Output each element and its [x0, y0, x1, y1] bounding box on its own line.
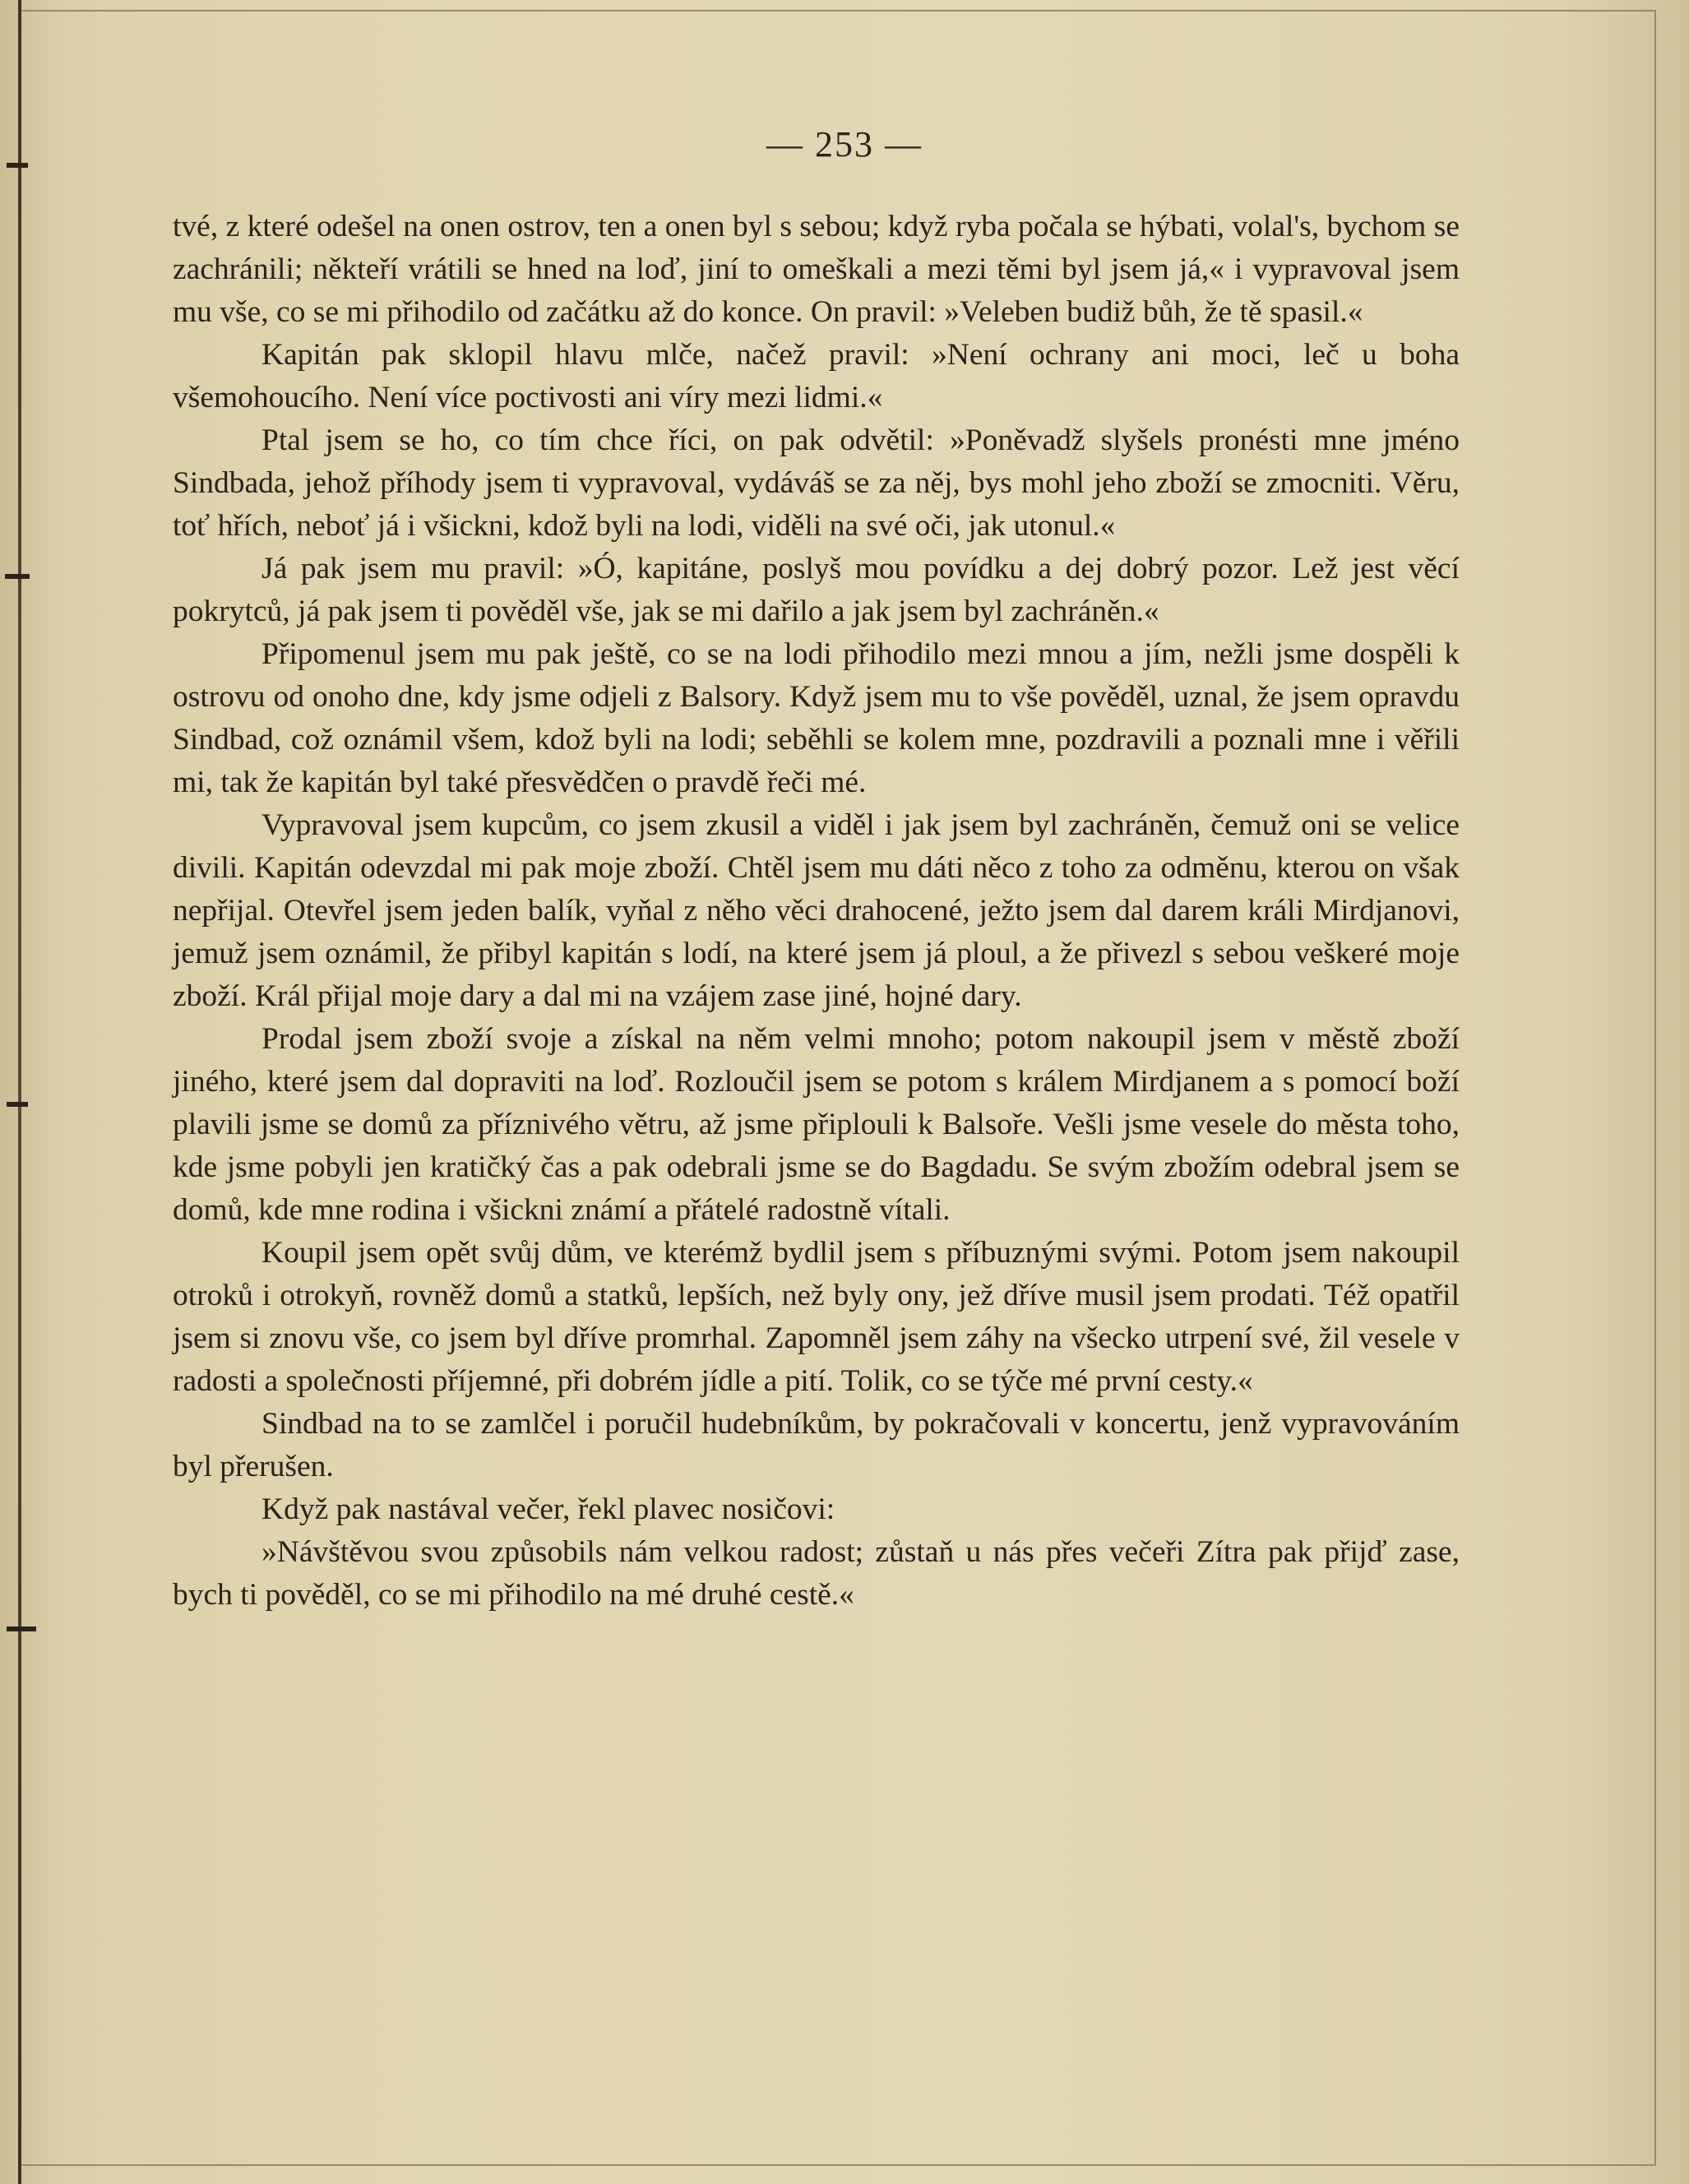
- paragraph: Když pak nastával večer, řekl plavec nosičovi:: [261, 1492, 835, 1526]
- paragraph: Já pak jsem mu pravil: »Ó, kapitáne, poslyš mou povídku a dej dobrý pozor. Lež jest věcí pokrytců, já pak jsem ti pověděl vše, jak se mi dařilo a jak jsem byl zachráněn.«: [173, 552, 1460, 628]
- paragraph: Vypravoval jsem kupcům, co jsem zkusil a viděl i jak jsem byl zachráněn, čemuž oni se velice divili. Kapitán odevzdal mi pak moje zboží. Chtěl jsem mu dáti něco z toho za odměnu, kterou on však nepřijal. Otevřel jsem jeden balík, vyňal z něho věci drahocené, ježto jsem dal darem králi Mirdjanovi, jemuž jsem oznámil, že přibyl kapitán s lodí, na které jsem já ploul, a že přivezl s sebou veškeré moje zboží. Král přijal moje dary a dal mi na vzájem zase jiné, hojné dary.: [173, 808, 1460, 1013]
- paragraph: Prodal jsem zboží svoje a získal na něm velmi mnoho; potom nakoupil jsem v městě zboží jiného, které jsem dal dopraviti na loď. Rozloučil jsem se potom s králem Mirdjanem a s pomocí boží plavili jsme se domů za příznivého větru, až jsme připlouli k Balsoře. Vešli jsme vesele do města toho, kde jsme pobyli jen kratičký čas a pak odebrali jsme se do Bagdadu. Se svým zbožím odebral jsem se domů, kde mne rodina i všickni známí a přátelé radostně vítali.: [173, 1022, 1460, 1227]
- paragraph: »Návštěvou svou způsobils nám velkou radost; zůstaň u nás přes večeři Zítra pak přijď zase, bych ti pověděl, co se mi přihodilo na mé druhé cestě.«: [173, 1535, 1460, 1612]
- paragraph: Připomenul jsem mu pak ještě, co se na lodi přihodilo mezi mnou a jím, nežli jsme dospěli k ostrovu od onoho dne, kdy jsme odjeli z Balsory. Když jsem mu to vše pověděl, uznal, že jsem opravdu Sindbad, což oznámil všem, kdož byli na lodi; seběhli se kolem mne, pozdravili a poznali mne i věřili mi, tak že kapitán byl také přesvědčen o pravdě řeči mé.: [173, 637, 1460, 799]
- binding-mark: [7, 1626, 36, 1631]
- binding-mark: [7, 1102, 28, 1107]
- binding-edge: [18, 0, 21, 2184]
- paragraph: Koupil jsem opět svůj dům, ve kterémž bydlil jsem s příbuznými svými. Potom jsem nakoupil otroků i otrokyň, rovněž domů a statků, lepších, než byly ony, jež dříve musil jsem prodati. Též opatřil jsem si znovu vše, co jsem byl dříve promrhal. Zapomněl jsem záhy na všecko utrpení své, žil vesele v radosti a společnosti příjemné, při dobrém jídle a pití. Tolik, co se týče mé první cesty.«: [173, 1236, 1460, 1398]
- binding-mark: [5, 574, 30, 579]
- paragraph: Sindbad na to se zamlčel i poručil hudebníkům, by pokračovali v koncertu, jenž vypravováním byl přerušen.: [173, 1407, 1460, 1483]
- paragraph: tvé, z které odešel na onen ostrov, ten a onen byl s sebou; když ryba počala se hýbati, volal's, bychom se zachránili; někteří vrátili se hned na loď, jiní to omeškali a mezi těmi byl jsem já,« i vypravoval jsem mu vše, co se mi přihodilo od začátku až do konce. On pravil: »Veleben budiž bůh, že tě spasil.«: [173, 210, 1460, 329]
- paragraph: Ptal jsem se ho, co tím chce říci, on pak odvětil: »Poněvadž slyšels pronésti mne jméno Sindbada, jehož příhody jsem ti vypravoval, vydáváš se za něj, bys mohl jeho zboží se zmocniti. Věru, toť hřích, neboť já i všickni, kdož byli na lodi, viděli na své oči, jak utonul.«: [173, 423, 1460, 543]
- body-text: [173, 206, 1460, 1617]
- page-number: — 253 —: [766, 124, 923, 164]
- paragraph: Kapitán pak sklopil hlavu mlče, načež pravil: »Není ochrany ani moci, leč u boha všemohoucího. Není více poctivosti ani víry mezi lidmi.«: [173, 338, 1460, 414]
